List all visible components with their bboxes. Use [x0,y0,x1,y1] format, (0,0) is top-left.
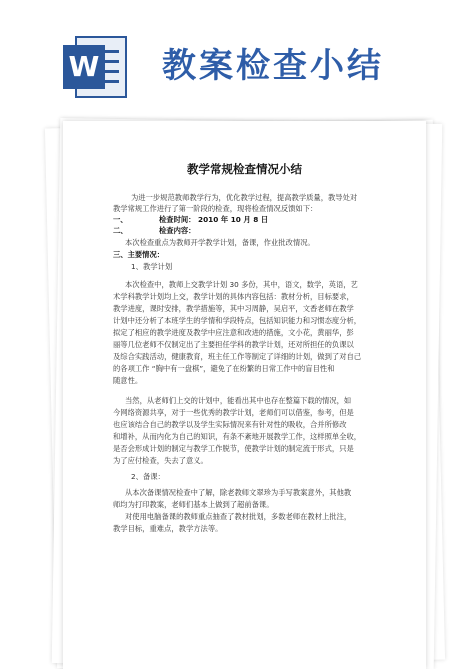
document-title: 教学常规检查情况小结 [187,162,302,176]
paragraph-line: 也应该结合自己的教学以及学生实际情况来有针对性的吸收，合并所修改 [113,420,347,429]
document-page [63,121,426,669]
paragraph-line: 当然，从老师们上交的计划中，能看出其中也存在整篇下载的情况，如 [125,396,352,405]
section-label: 检查时间： [159,215,196,224]
section-heading-main [113,250,164,259]
paragraph-line: 为了应付检查，失去了意义。 [113,456,208,465]
paragraph-line: 师均为打印教案，老师们基本上做到了超前备课。 [113,500,274,509]
paragraph-line: 术学科教学计划均上交，教学计划的具体内容包括：教材分析，目标要求， [113,292,354,301]
subheading-plan: 1、教学计划 [131,262,173,271]
section-label: 主要情况： [127,250,165,259]
paragraph-line: 计划中还分析了本班学生的学情和学段特点，包括知识能力和习惯态度分析， [113,316,362,325]
check-date: 2010 年 10 月 8 日 [198,215,269,224]
paragraph-line: 的各项工作 “胸中有一盘棋”，避免了在纷繁的日常工作中的盲目性和 [113,364,335,373]
section-number: 一、 [113,215,128,224]
section-label: 检查内容： [159,226,196,235]
paragraph-line: 今网络资源共享，对于一些优秀的教学计划，老师们可以借鉴，参考，但是 [113,408,354,417]
section-heading-time [113,215,268,224]
paragraph-line: 随意性。 [113,376,143,385]
intro-line: 为进一步规范教师教学行为，优化教学过程，提高教学质量，教导处对 [131,193,358,202]
paragraph-line: 教学进度，课时安排，教学措施等，其中习周静，吴启平，文香老师在教学 [113,304,354,313]
paragraph-line: 从本次备课情况检查中了解，除老教师文翠珍为手写教案意外，其他教 [125,488,352,497]
paragraph-line: 是否会形成计划的制定与教学工作脱节，使教学计划的制定流于形式，只是 [113,444,354,453]
section-number: 二、 [113,226,128,235]
page-title: 教案检查小结 [162,46,384,86]
paragraph-line: 和增补，从而内化为自己的知识，有条不紊地开展教学工作，这样照单全收， [113,432,362,441]
header-banner [0,0,474,112]
word-icon [63,36,127,98]
subheading-lesson-prep: 2、备课： [131,472,165,481]
intro-line: 教学常规工作进行了第一阶段的检查，现将检查情况反馈如下： [113,204,318,213]
word-icon-letter: W [63,45,105,89]
section-heading-content [113,226,195,235]
paragraph-line: 拟定了相应的教学进度及教学中应注意和改进的措施，文小花，黄丽华，彭 [113,328,354,337]
paragraph-line: 本次检查中，教师上交教学计划 30 多份，其中，语文，数学，英语，艺 [125,280,358,289]
paragraph-line: 教学目标，重难点，教学方法等。 [113,524,223,533]
content-text: 本次检查重点为教师开学教学计划，备课，作业批改情况。 [125,238,315,247]
section-number: 三、 [113,250,128,259]
paragraph-line: 及综合实践活动，健康教育，班主任工作等制定了详细的计划，做到了对自己 [113,352,362,361]
paragraph-line: 对使用电脑备课的教师重点抽查了教材批划，多数老师在教材上批注， [125,512,352,521]
paragraph-line: 丽等几位老师不仅制定出了主要担任学科的教学计划，还对所担任的负课以 [113,340,354,349]
